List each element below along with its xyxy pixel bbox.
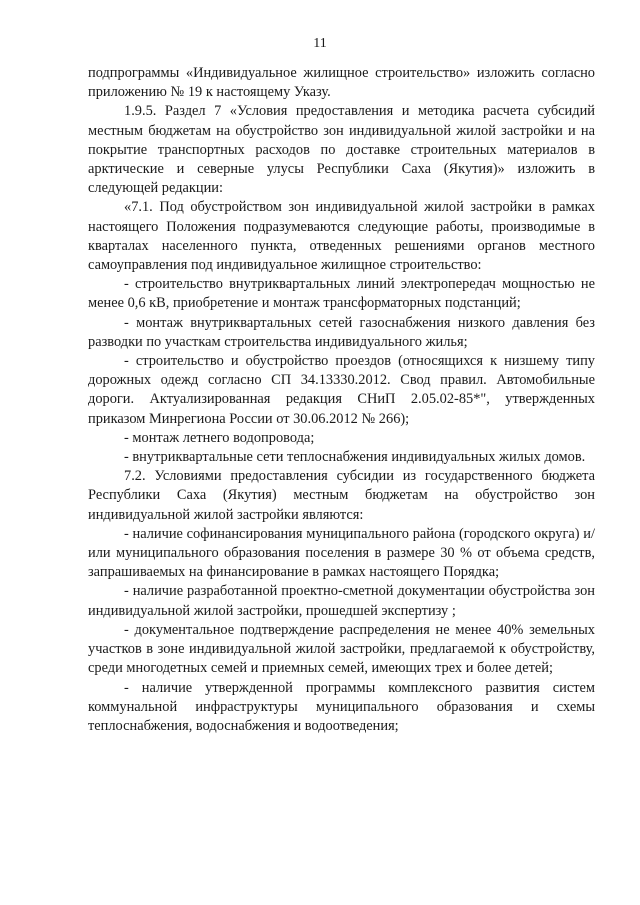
paragraph-7-1: «7.1. Под обустройством зон индивидуальной жилой застройки в рамках настоящего Положения подразумеваются следующие работы, производимые в кварталах населенного пункта, отведенных решениями органов местного самоуправления под индивидуальное жилищное строительство: [88, 199, 595, 274]
list-item-water-pipeline: - монтаж летнего водопровода; [124, 429, 315, 446]
paragraph-continuation: подпрограммы «Индивидуальное жилищное строительство» изложить согласно приложению № 19 к настоящему Указу. [88, 65, 595, 101]
page-number: 11 [313, 36, 327, 51]
paragraph-1-9-5: 1.9.5. Раздел 7 «Условия предоставления и методика расчета субсидий местным бюджетам на обустройство зон индивидуальной жилой застройки и на покрытие транспортных расходов по доставке строительных материалов в арктические и северные улусы Республики Саха (Якутия)» изложить в следующей редакции: [88, 103, 595, 197]
list-item-gas-networks: - монтаж внутриквартальных сетей газоснабжения низкого давления без разводки по участкам строительства индивидуального жилья; [88, 314, 595, 350]
document-body [88, 64, 595, 736]
list-item-cofinancing: - наличие софинансирования муниципального района (городского округа) и/или муниципального образования поселения в размере 30 % от объема средств, запрашиваемых на финансирование в рамках настоящего Порядка; [88, 525, 595, 581]
list-item-heating-networks: - внутриквартальные сети теплоснабжения индивидуальных жилых домов. [124, 449, 586, 466]
list-item-infrastructure-program: - наличие утвержденной программы комплексного развития систем коммунальной инфраструктуры муниципального образования и схемы теплоснабжения, водоснабжения и водоотведения; [88, 679, 595, 734]
list-item-power-lines: - строительство внутриквартальных линий электропередач мощностью не менее 0,6 кВ, приобретение и монтаж трансформаторных подстанций; [88, 276, 595, 312]
list-item-land-distribution: - документальное подтверждение распределения не менее 40% земельных участков в зоне индивидуальной жилой застройки, предлагаемой к обустройству, среди многодетных семей и приемных семей, имеющих трех и более детей; [88, 621, 595, 677]
list-item-roads: - строительство и обустройство проездов (относящихся к низшему типу дорожных одежд согласно СП 34.13330.2012. Свод правил. Автомобильные дороги. Актуализированная редакция СНиП 2.05.02-85*", утвержденных приказом Минрегиона России от 30.06.2012 № 266); [88, 353, 595, 427]
list-item-design-documentation: - наличие разработанной проектно-сметной документации обустройства зон индивидуальной жилой застройки, прошедшей экспертизу ; [88, 583, 595, 619]
paragraph-7-2: 7.2. Условиями предоставления субсидии из государственного бюджета Республики Саха (Якутия) местным бюджетам на обустройство зон индивидуальной жилой застройки являются: [88, 468, 595, 523]
